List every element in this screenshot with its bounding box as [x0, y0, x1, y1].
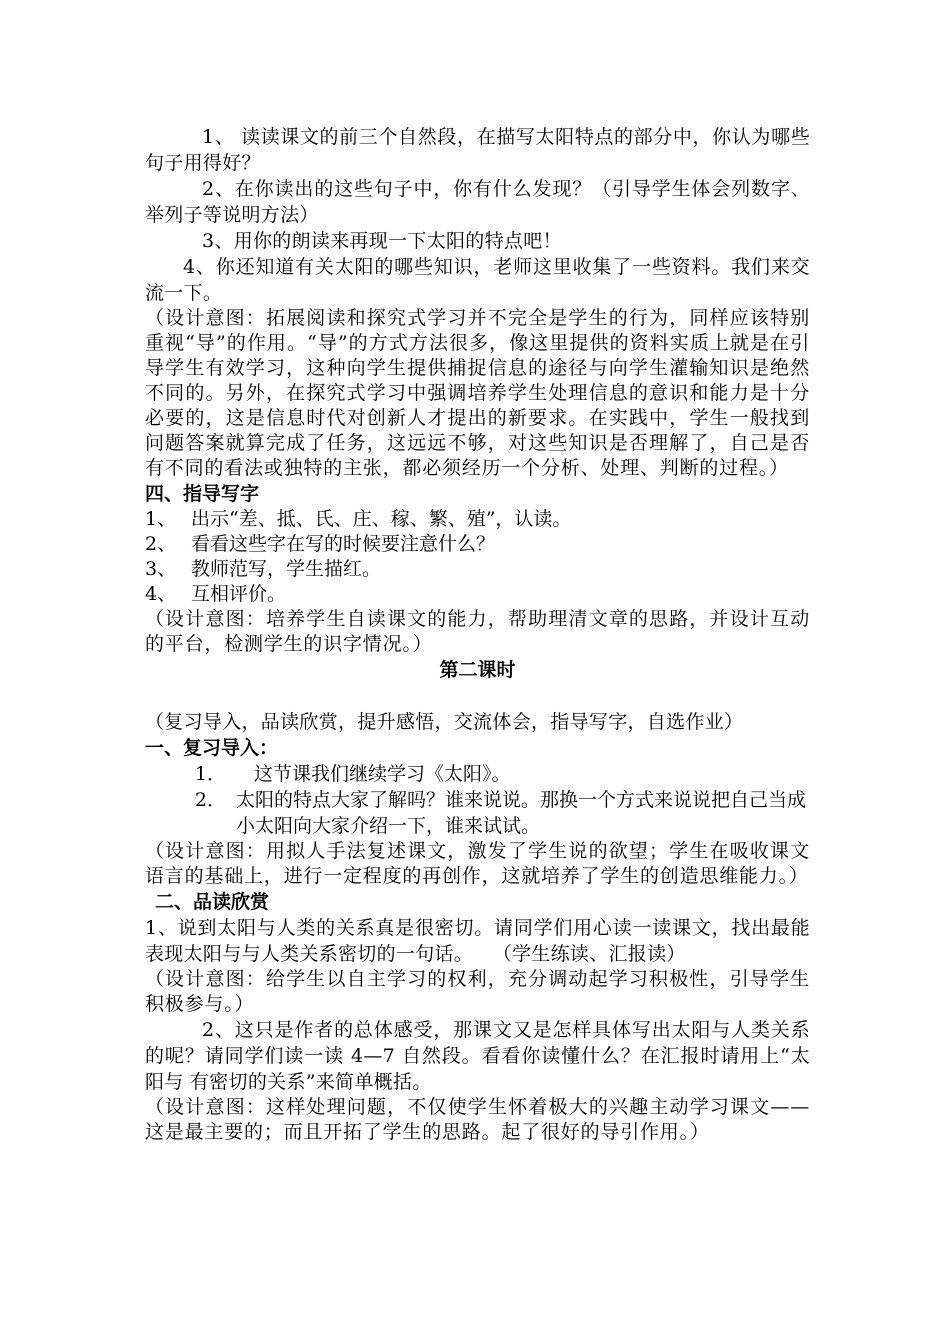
list-text: 教师范写，学生描红。 [191, 558, 382, 580]
list-number: 1． [194, 763, 226, 785]
lesson-2-overview: （复习导入，品读欣赏，提升感悟，交流体会，指导写字，自选作业） [145, 711, 744, 733]
section-heading-writing: 四、指导写字 [145, 483, 260, 505]
design-note-review: （设计意图：用拟人手法复述课文，激发了学生说的欲望；学生在吸收课文语言的基础上，进行一定程度的再创作，这就培养了学生的创造思维能力。） [145, 840, 810, 887]
design-note-1: （设计意图：拓展阅读和探究式学习并不完全是学生的行为，同样应该特别重视“导”的作用。“导”的方式方法很多，像这里提供的资料实质上就是在引导学生有效学习，这种向学生提供捕捉信息的途径与向学生灌输知识是绝然不同的。另外，在探究式学习中强调培养学生处理信息的意识和能力是十分必要的，这是信息时代对创新人才提出的新要求。在实践中，学生一般找到问题答案就算完成了任务，这远远不够，对这些知识是否理解了，自己是否有不同的看法或独特的主张，都必须经历一个分析、处理、判断的过程。） [145, 307, 810, 479]
list-text: 看看这些字在写的时候要注意什么？ [191, 533, 496, 555]
list-item [145, 532, 810, 557]
appreciation-paragraph-2: 2、这只是作者的总体感受，那课文又是怎样具体写出太阳与人类关系的呢？请同学们读一读 4—7 自然段。看看你读懂什么？在汇报时请用上“太阳与 有密切的关系”来简单概括。 [145, 1019, 810, 1093]
list-number: 2、 [145, 533, 177, 555]
question-4: 4、你还知道有关太阳的哪些知识，老师这里收集了一些资料。我们来交流一下。 [145, 256, 810, 304]
list-number: 1、 [145, 508, 177, 530]
question-3: 3、用你的朗读来再现一下太阳的特点吧！ [202, 230, 562, 252]
list-text: 太阳的特点大家了解吗？谁来说说。那换一个方式来说说把自己当成小太阳向大家介绍一下，谁来试试。 [236, 789, 807, 837]
list-text: 这节课我们继续学习《太阳》。 [254, 763, 511, 785]
question-2: 2、在你读出的这些句子中，你有什么发现？（引导学生体会列数字、举列子等说明方法） [145, 178, 810, 226]
list-item [145, 582, 810, 607]
list-number: 4、 [145, 583, 177, 605]
document-page [145, 124, 810, 1145]
appreciation-paragraph-1: 1、说到太阳与人类的关系真是很密切。请同学们用心读一读课文，找出最能表现太阳与与人类关系密切的一句话。 （学生练读、汇报读） [145, 917, 810, 965]
section-heading-review: 一、复习导入： [145, 737, 279, 759]
lesson-2-title: 第二课时 [439, 659, 516, 681]
list-item [145, 787, 810, 839]
question-1: 1、 读读课文的前三个自然段，在描写太阳特点的部分中，你认为哪些句子用得好？ [145, 126, 810, 174]
list-item [145, 761, 810, 787]
design-note-writing: （设计意图：培养学生自读课文的能力，帮助理清文章的思路，并设计互动的平台，检测学生的识字情况。） [145, 608, 810, 655]
list-text: 出示“差、抵、氏、庄、稼、繁、殖”，认读。 [191, 508, 572, 530]
design-note-appreciation-1: （设计意图：给学生以自主学习的权利，充分调动起学习积极性，引导学生积极参与。） [145, 968, 810, 1015]
list-text: 互相评价。 [191, 583, 287, 605]
design-note-appreciation-2: （设计意图：这样处理问题，不仅使学生怀着极大的兴趣主动学习课文——这是最主要的；而且开拓了学生的思路。起了很好的导引作用。） [145, 1096, 810, 1143]
list-number: 2． [194, 789, 226, 811]
list-item [145, 557, 810, 582]
list-number: 3、 [145, 558, 177, 580]
list-item [145, 507, 810, 532]
section-heading-appreciation: 二、品读欣赏 [155, 891, 270, 913]
